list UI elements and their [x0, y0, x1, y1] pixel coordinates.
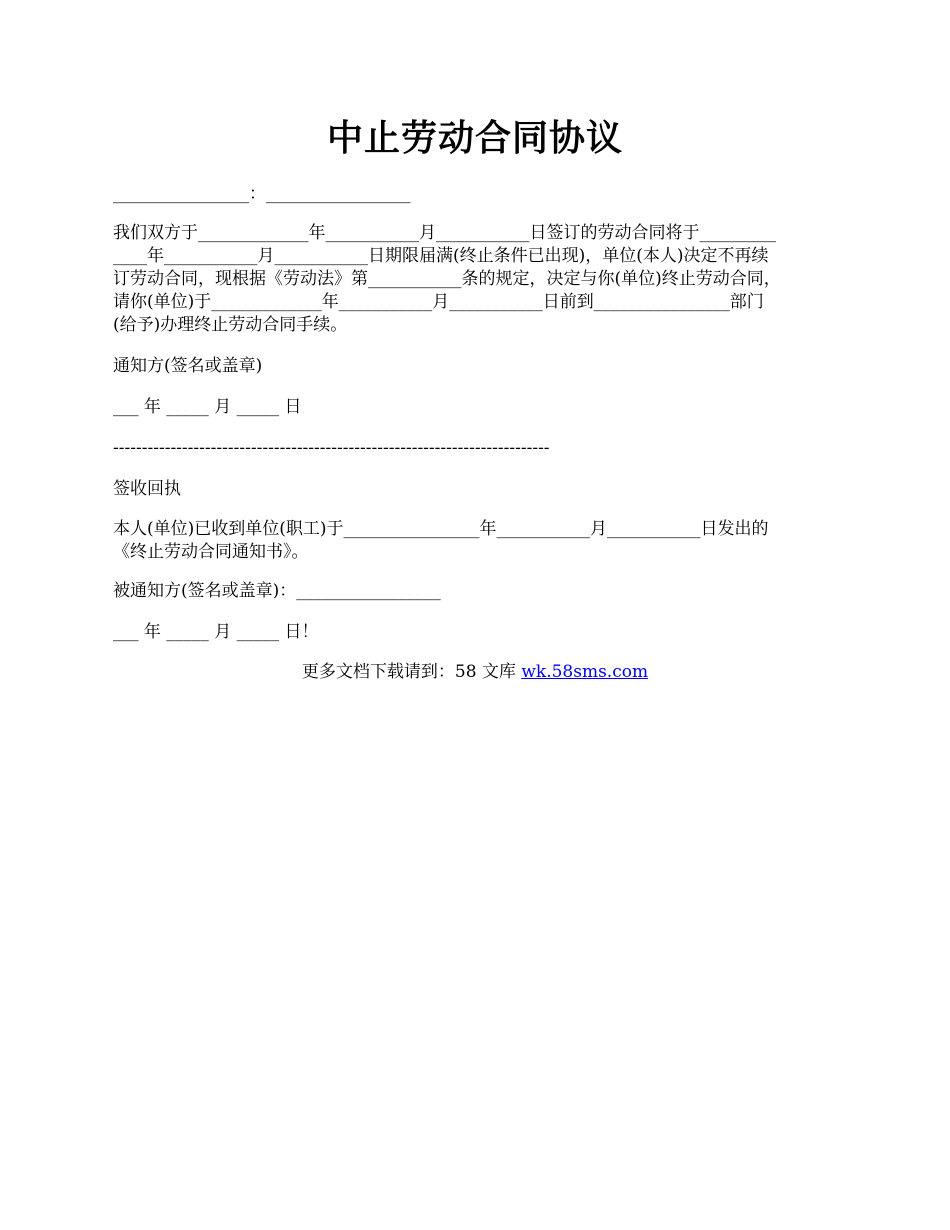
footer-text: 更多文档下载请到：58 文库	[301, 662, 522, 682]
body-line-5: (给予)办理终止劳动合同手续。	[113, 315, 348, 335]
body-line-3: 订劳动合同，现根据《劳动法》第___________条的规定，决定与你(单位)终止劳动合同，	[113, 269, 781, 289]
document-title: 中止劳动合同协议	[326, 117, 623, 159]
footer-link[interactable]: wk.58sms.com	[521, 662, 649, 682]
body-line-2: ____年___________月___________日期限届满(终止条件已出现)，单位(本人)决定不再续	[113, 246, 769, 266]
salutation-line: ________________：_________________	[113, 184, 411, 204]
notifier-date-line: ___ 年 _____ 月 _____ 日	[113, 397, 302, 417]
receipt-line-1: 本人(单位)已收到单位(职工)于________________年___________月___________日发出的	[113, 519, 769, 539]
receipt-line-2: 《终止劳动合同通知书》。	[113, 542, 309, 562]
dashed-divider: ----------------------------------------------------------------------------	[113, 438, 550, 458]
footer	[0, 661, 950, 684]
notifier-signature-label: 通知方(签名或盖章)	[113, 356, 263, 376]
notified-date-line: ___ 年 _____ 月 _____ 日！	[113, 622, 319, 642]
receipt-heading: 签收回执	[113, 479, 181, 499]
notified-signature-label: 被通知方(签名或盖章)：_________________	[113, 581, 441, 601]
body-line-4: 请你(单位)于_____________年___________月___________日前到________________部门	[113, 292, 764, 312]
body-line-1: 我们双方于_____________年___________月___________日签订的劳动合同将于_________	[113, 223, 776, 243]
